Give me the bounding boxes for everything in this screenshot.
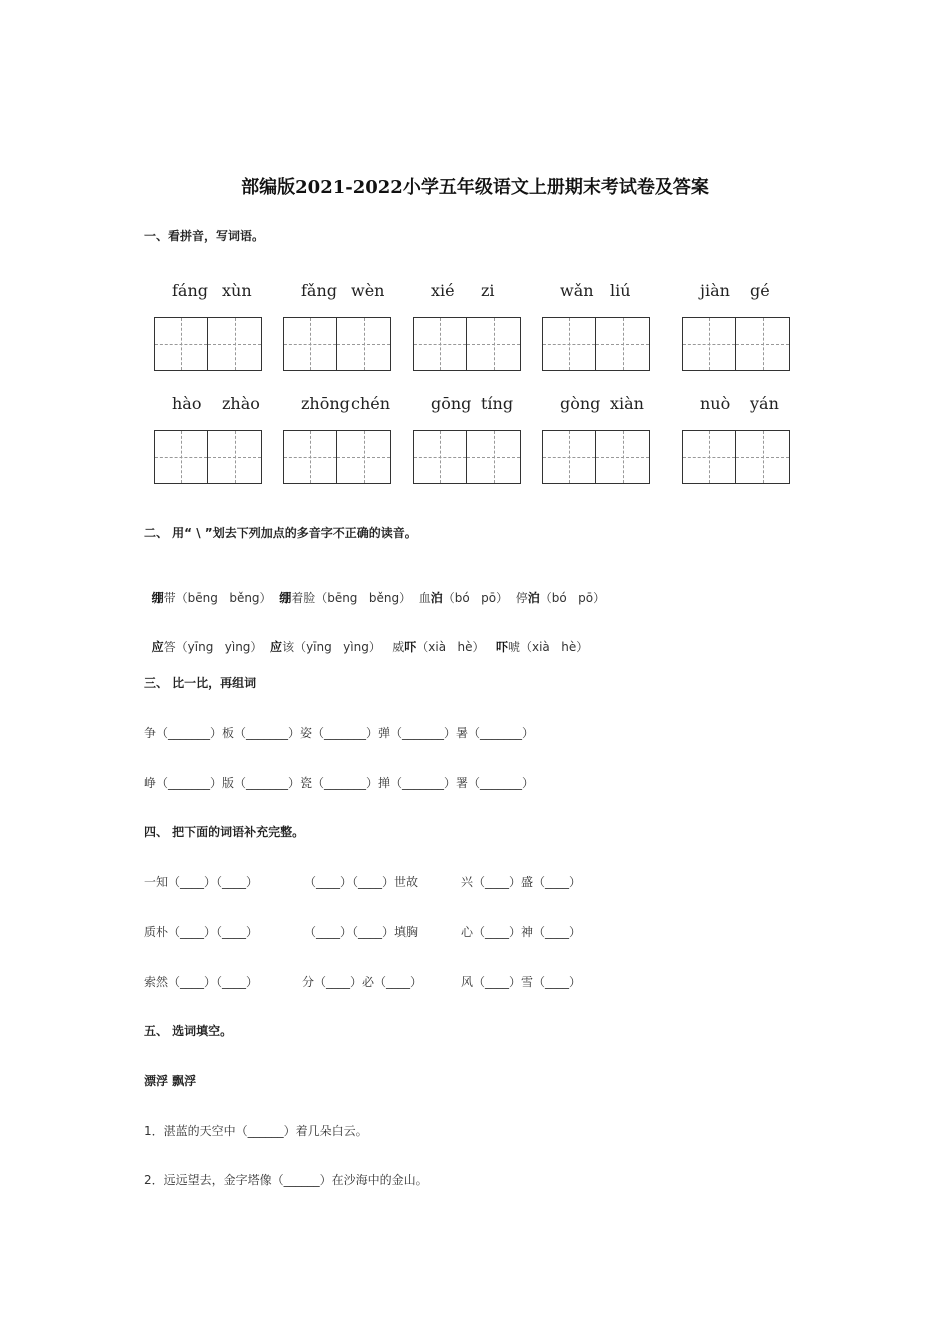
pinyin-syllable: zhào [222,394,260,413]
tianzige-cell[interactable] [596,318,649,370]
polyphone-line-2 [144,624,588,655]
writing-grid-box[interactable] [283,430,391,484]
tianzige-cell[interactable] [155,318,208,370]
tianzige-cell[interactable] [414,318,467,370]
pinyin-syllable: liú [610,281,631,300]
tianzige-cell[interactable] [683,318,736,370]
tianzige-cell[interactable] [155,431,208,483]
tianzige-cell[interactable] [467,318,520,370]
tianzige-cell[interactable] [543,318,596,370]
pinyin-syllable: hào [172,394,202,413]
pinyin-syllable: nuò [700,394,731,413]
guide-line [596,344,649,345]
idiom-item: （____）（____）填胸 [304,925,419,939]
writing-grid-box[interactable] [413,430,521,484]
guide-line [596,457,649,458]
tianzige-cell[interactable] [337,318,390,370]
section-1-heading: 一、看拼音，写词语。 [144,229,265,243]
guide-line [467,457,520,458]
tianzige-cell[interactable] [467,431,520,483]
guide-line [284,457,336,458]
pinyin-syllable: fǎng [301,281,338,300]
tianzige-cell[interactable] [683,431,736,483]
writing-grid-box[interactable] [413,317,521,371]
polyphone-text: 该（yīng yìng） 威 [282,640,405,654]
tianzige-cell[interactable] [337,431,390,483]
idiom-item: （____）（____）世故 [304,875,419,889]
section-3-heading: 三、 比一比，再组词 [144,676,257,690]
dotted-char: 应 [270,640,283,654]
pinyin-syllable: gōng [431,394,472,413]
writing-grid-box[interactable] [542,317,650,371]
fill-question-2: 2．远远望去，金字塔像（______）在沙海中的金山。 [144,1173,428,1187]
writing-grid-box[interactable] [682,317,790,371]
pinyin-syllable: gòng [560,394,601,413]
tianzige-cell[interactable] [736,318,789,370]
dotted-char: 绷 [151,591,164,605]
guide-line [736,344,789,345]
tianzige-cell[interactable] [284,431,337,483]
pinyin-syllable: xiàn [610,394,644,413]
polyphone-text: 着脸（bēng běng） 血 [291,591,431,605]
pinyin-syllable: zhōng [301,394,350,413]
idiom-item: 兴（____）盛（____） [461,875,582,889]
section-4-heading: 四、 把下面的词语补充完整。 [144,825,305,839]
section-5-heading: 五、 选词填空。 [144,1024,233,1038]
pinyin-syllable: yán [750,394,779,413]
guide-line [683,457,735,458]
guide-line [208,457,261,458]
pinyin-syllable: fáng [172,281,209,300]
writing-grid-box[interactable] [542,430,650,484]
tianzige-cell[interactable] [736,431,789,483]
dotted-char: 泊 [430,591,443,605]
polyphone-line-1 [144,575,605,606]
dotted-char: 绷 [279,591,292,605]
tianzige-cell[interactable] [208,318,261,370]
dotted-char: 应 [151,640,164,654]
page-title: 部编版2021-2022小学五年级语文上册期末考试卷及答案 [241,177,709,198]
guide-line [543,344,595,345]
polyphone-text: 唬（xià hè） [507,640,589,654]
pinyin-syllable: xié [431,281,455,300]
guide-line [543,457,595,458]
guide-line [467,344,520,345]
pinyin-syllable: xùn [222,281,252,300]
polyphone-text: （xià hè） [416,640,496,654]
pinyin-syllable: zi [481,281,495,300]
idiom-item: 索然（____）（____） [144,975,259,989]
writing-grid-box[interactable] [154,430,262,484]
pinyin-syllable: tíng [481,394,514,413]
tianzige-cell[interactable] [414,431,467,483]
writing-grid-box[interactable] [283,317,391,371]
polyphone-text: （bó pō） 停 [442,591,528,605]
tianzige-cell[interactable] [284,318,337,370]
tianzige-cell[interactable] [543,431,596,483]
section-2-heading: 二、 用“ \ ”划去下列加点的多音字不正确的读音。 [144,526,417,540]
dotted-char: 吓 [495,640,508,654]
dotted-char: 吓 [404,640,417,654]
pinyin-syllable: gé [750,281,770,300]
polyphone-text: 答（yīng yìng） [163,640,271,654]
idiom-item: 心（____）神（____） [461,925,582,939]
compare-line-1: 争（_______）板（_______）姿（_______）弹（_______）暑（_______） [144,726,535,740]
idiom-item: 质朴（____）（____） [144,925,259,939]
idiom-item: 风（____）雪（____） [461,975,582,989]
guide-line [736,457,789,458]
pinyin-syllable: wǎn [560,281,594,300]
compare-line-2: 峥（_______）版（_______）瓷（_______）掸（_______）署（_______） [144,776,535,790]
tianzige-cell[interactable] [208,431,261,483]
tianzige-cell[interactable] [596,431,649,483]
idiom-item: 一知（____）（____） [144,875,259,889]
guide-line [208,344,261,345]
guide-line [337,457,390,458]
writing-grid-box[interactable] [154,317,262,371]
guide-line [284,344,336,345]
pinyin-syllable: wèn [351,281,385,300]
pinyin-syllable: jiàn [700,281,730,300]
idiom-item: 分（____）必（____） [302,975,423,989]
polyphone-text: 带（bēng běng） [163,591,272,605]
guide-line [155,457,207,458]
dotted-char: 泊 [527,591,540,605]
guide-line [155,344,207,345]
pinyin-syllable: chén [351,394,391,413]
writing-grid-box[interactable] [682,430,790,484]
word-choices: 漂浮 飘浮 [144,1074,197,1088]
polyphone-text: （bó pō） [539,591,606,605]
guide-line [414,457,466,458]
guide-line [683,344,735,345]
guide-line [337,344,390,345]
guide-line [414,344,466,345]
fill-question-1: 1．湛蓝的天空中（______）着几朵白云。 [144,1124,368,1138]
